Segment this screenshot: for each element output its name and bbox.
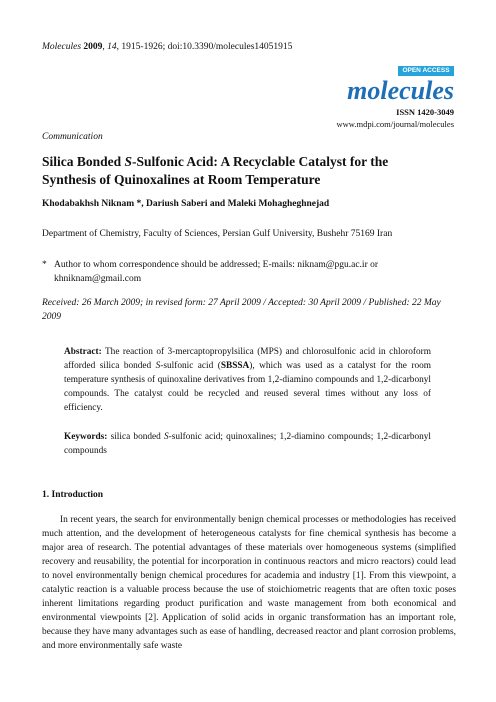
title-line2: Synthesis of Quinoxalines at Room Temperature [42,172,321,187]
abstract-italic-s: S [155,361,161,371]
keywords [64,430,431,458]
citation-year: 2009 [83,42,103,52]
keywords-label: Keywords: [64,432,108,442]
introduction-paragraph: In recent years, the search for environmentally benign chemical processes or methodologies has received much attention, and the development of heterogeneous catalysts for fine chemical synthesis has become a major area of research. The potential advantages of these materials over homogeneous systems (simplified recovery and reusability, the potential for incorporation in continuous reactors and micro reactors) could lead to novel environmentally benign chemical procedures for academia and industry [1]. From this viewpoint, a catalytic reaction is a valuable process because the use of stoichiometric reagents that are often toxic poses inherent limitations regarding product purification and waste management from both economical and environmental viewpoints [2]. Application of solid acids in organic transformation has an important role, because they have many advantages such as ease of handling, decreased reactor and plant corrosion problems, and more environmentally safe waste [42,515,456,651]
correspondence-note [42,258,462,286]
citation-rest: , 1915-1926; doi:10.3390/molecules14051915 [116,42,293,52]
citation-line: Molecules 2009, 14, 1915-1926; doi:10.3390/molecules14051915 [42,42,293,52]
article-title [42,153,462,189]
corr-star: * [42,260,47,270]
keywords-text-1: silica bonded [107,432,164,442]
abstract [64,345,431,415]
abstract-text-2: -sulfonic acid ( [160,361,221,371]
journal-logo: molecules [347,76,454,105]
citation-volume: 14 [107,42,117,52]
abstract-text-3: ), which was used as a catalyst for the room temperature synthesis of quinoxaline derivatives from 1,2-diamino compounds and 1,2-dicarbonyl compounds. The catalyst could be recycled and reused several times without any loss of efficiency. [64,361,431,413]
open-access-badge: OPEN ACCESS [398,66,454,76]
publication-dates: Received: 26 March 2009; in revised form: 27 April 2009 / Accepted: 30 April 2009 / Published: 22 May 2009 [42,298,441,322]
correspondence-text: Author to whom correspondence should be addressed; E-mails: niknam@pgu.ac.ir or khniknam@gmail.com [54,260,379,284]
title-line1-post: -Sulfonic Acid: A Recyclable Catalyst for the [132,154,389,169]
abstract-label: Abstract: [64,347,102,357]
keywords-italic-s: S [164,432,169,442]
citation-journal: Molecules [42,42,82,52]
title-italic-s: S [124,154,133,169]
abstract-bold: SBSSA [220,361,250,371]
section-heading-introduction: 1. Introduction [42,490,104,500]
affiliation: Department of Chemistry, Faculty of Sciences, Persian Gulf University, Bushehr 75169 Iran [42,229,393,239]
authors: Khodabakhsh Niknam *, Dariush Saberi and Maleki Mohagheghnejad [42,199,330,209]
keywords-text-2: -sulfonic acid; quinoxalines; 1,2-diamino compounds; 1,2-dicarbonyl compounds [64,432,431,456]
abstract-text-1: The reaction of 3-mercaptopropylsilica (MPS) and chlorosulfonic acid in chloroform afforded silica bonded [64,347,431,371]
title-line1-pre: Silica Bonded [42,154,125,169]
journal-url[interactable]: www.mdpi.com/journal/molecules [336,119,454,129]
article-type: Communication [42,132,103,142]
issn: ISSN 1420-3049 [396,107,454,117]
